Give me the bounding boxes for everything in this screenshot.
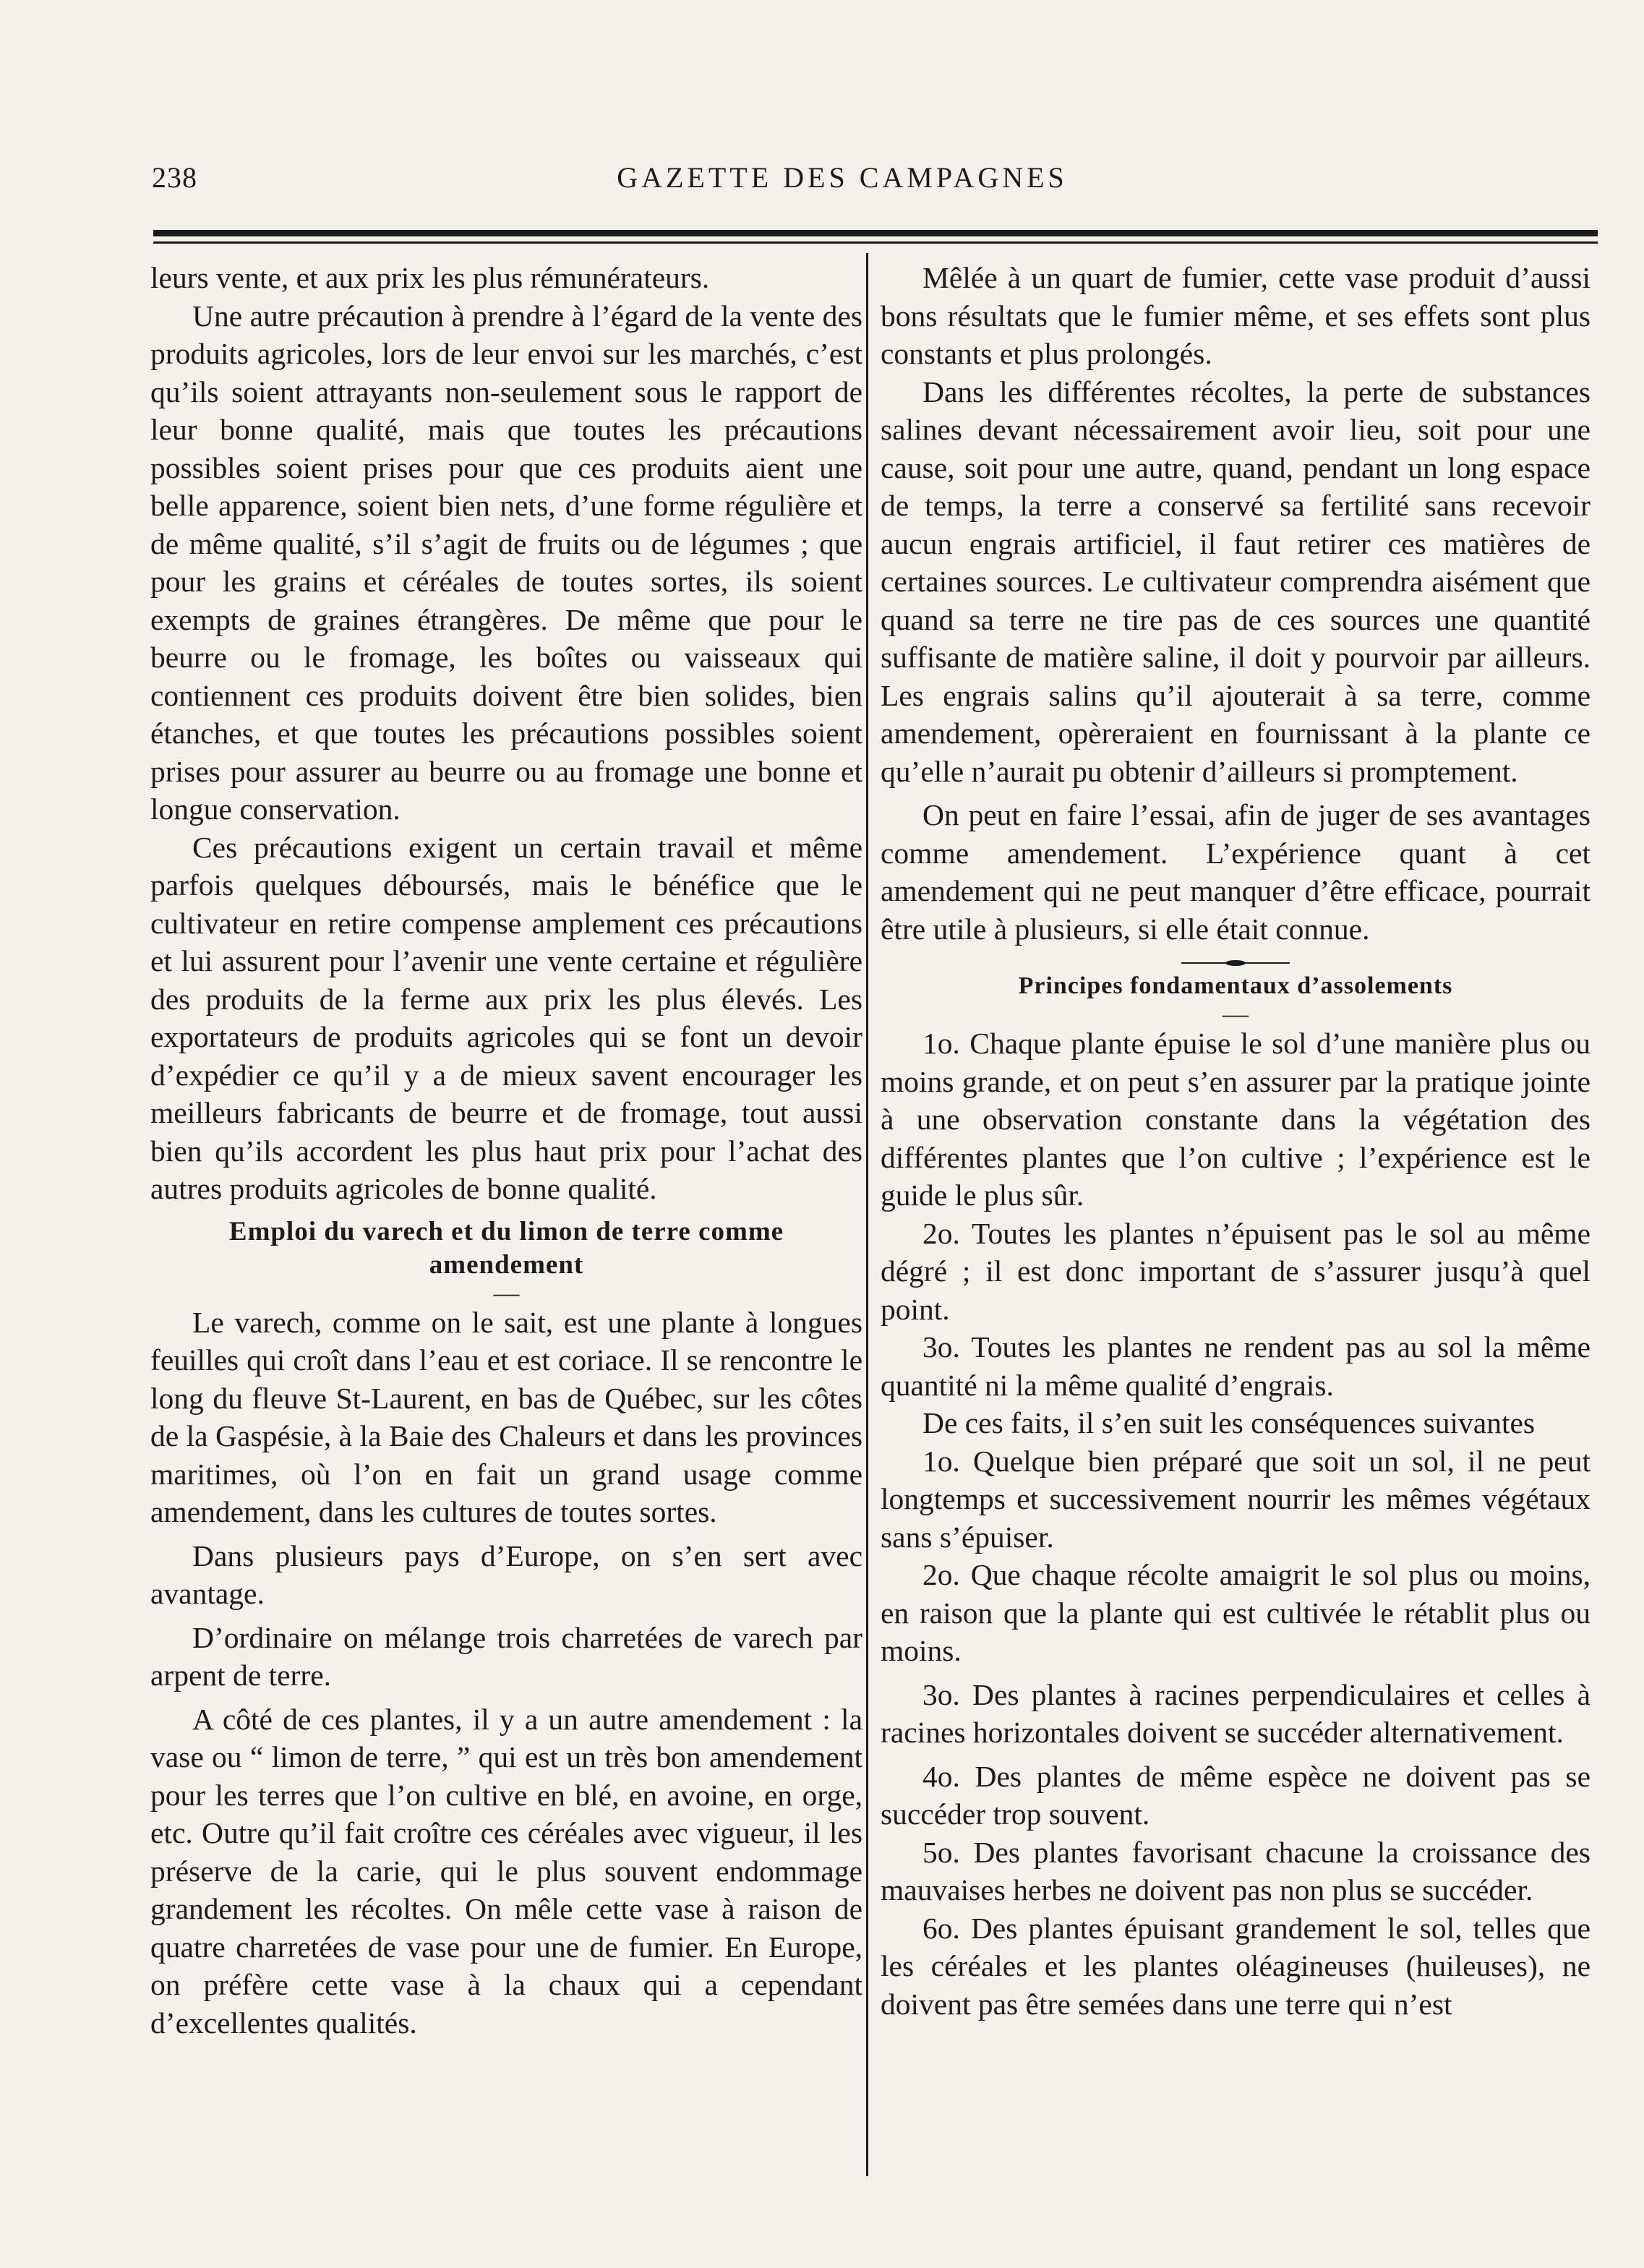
- list-item: 5o. Des plantes favorisant chacune la croissance des mauvaises herbes ne doivent pas non plus se succéder.: [881, 1835, 1591, 1907]
- paragraph: leurs vente, et aux prix les plus rémunérateurs.: [150, 261, 710, 294]
- header-rule-thick: [153, 230, 1598, 236]
- journal-title: GAZETTE DES CAMPAGNES: [617, 161, 1068, 194]
- column-divider: [866, 253, 868, 2176]
- paragraph: Dans les différentes récoltes, la perte de substances salines devant nécessairement avoir lieu, soit pour une cause, soit pour une autre, quand, pendant un long espace de temps, la terre a conservé sa fertilité sans recevoir aucun engrais artificiel, il faut retirer ces matières de certaines sources. Le cultivateur comprendra aisément que quand sa terre ne tire pas de ces sources une quantité suffisante de matière saline, il doit y pourvoir par ailleurs. Les engrais salins qu’il ajouterait à sa terre, comme amendement, opèreraient en fournissant à la plante ce qu’elle n’aurait pu obtenir d’ailleurs si promptement.: [881, 375, 1591, 788]
- paragraph: Mêlée à un quart de fumier, cette vase produit d’aussi bons résultats que le fumier même, et ses effets sont plus constants et plus prolongés.: [881, 261, 1591, 370]
- list-item: 2o. Que chaque récolte amaigrit le sol plus ou moins, en raison que la plante qui est cultivée le rétablit plus ou moins.: [881, 1558, 1591, 1667]
- paragraph: Une autre précaution à prendre à l’égard de la vente des produits agricoles, lors de leur envoi sur les marchés, c’est qu’ils soient attrayants non-seulement sous le rapport de leur bonne qualité, mais que toutes les précautions possibles soient prises pour que ces produits aient une belle apparence, soient bien nets, d’une forme régulière et de même qualité, s’il s’agit de fruits ou de légumes ; que pour les grains et céréales de toutes sortes, ils soient exempts de graines étrangères. De même que pour le beurre ou le fromage, les boîtes ou vaisseaux qui contiennent ces produits doivent être bien solides, bien étanches, et que toutes les précautions possibles soient prises pour assurer au beurre ou au fromage une bonne et longue conservation.: [150, 299, 862, 826]
- heading-dash: —: [1223, 999, 1249, 1028]
- list-item: 4o. Des plantes de même espèce ne doivent pas se succéder trop souvent.: [881, 1759, 1591, 1831]
- list-item: 3o. Toutes les plantes ne rendent pas au sol la même quantité ni la même qualité d’engrais.: [881, 1330, 1591, 1402]
- paragraph: De ces faits, il s’en suit les conséquences suivantes: [922, 1406, 1536, 1439]
- left-column: [150, 259, 862, 2042]
- list-item: 6o. Des plantes épuisant grandement le sol, telles que les céréales et les plantes oléagineuses (huileuses), ne doivent pas être semées dans une terre qui n’est: [881, 1911, 1591, 2021]
- paragraph: Dans plusieurs pays d’Europe, on s’en sert avec avantage.: [150, 1539, 862, 1610]
- paragraph: Ces précautions exigent un certain travail et même parfois quelques déboursés, mais le bénéfice que le cultivateur en retire compense amplement ces précautions et lui assurent pour l’avenir une vente certaine et régulière des produits de la ferme aux prix les plus élevés. Les exportateurs de produits agricoles qui se font un devoir d’expédier ce qu’il y a de mieux savent encourager les meilleurs fabricants de beurre et de fromage, tout aussi bien qu’ils accordent les plus haut prix pour l’achat des autres produits agricoles de bonne qualité.: [150, 830, 862, 1205]
- right-column: [881, 259, 1591, 2023]
- heading-dash: —: [493, 1278, 520, 1307]
- header-rule-thin: [153, 241, 1598, 244]
- paragraph: On peut en faire l’essai, afin de juger de ses avantages comme amendement. L’expérience quant à cet amendement qui ne peut manquer d’être efficace, pourrait être utile à plusieurs, si elle était connue.: [881, 798, 1591, 946]
- list-item: 2o. Toutes les plantes n’épuisent pas le sol au même dégré ; il est donc important de s’assurer jusqu’à quel point.: [881, 1216, 1591, 1326]
- paragraph: Le varech, comme on le sait, est une plante à longues feuilles qui croît dans l’eau et est coriace. Il se rencontre le long du fleuve St-Laurent, en bas de Québec, sur les côtes de la Gaspésie, à la Baie des Chaleurs et dans les provinces maritimes, où l’on en fait un grand usage comme amendement, dans les cultures de toutes sortes.: [150, 1305, 862, 1528]
- section-ornament: [1181, 959, 1290, 967]
- list-item: 3o. Des plantes à racines perpendiculaires et celles à racines horizontales doivent se succéder alternativement.: [881, 1677, 1591, 1749]
- page-header: [145, 161, 1540, 204]
- section-heading: Principes fondamentaux d’assolements: [1018, 972, 1453, 999]
- page-number: 238: [152, 161, 197, 194]
- paragraph: A côté de ces plantes, il y a un autre amendement : la vase ou “ limon de terre, ” qui est un très bon amendement pour les terres que l’on cultive en blé, en avoine, en orge, etc. Outre qu’il fait croître ces céréales avec vigueur, il les préserve de la carie, qui le plus souvent endommage grandement les récoltes. On mêle cette vase à raison de quatre charretées de vase pour une de fumier. En Europe, on préfère cette vase à la chaux qui a cependant d’excellentes qualités.: [150, 1702, 862, 2040]
- list-item: 1o. Chaque plante épuise le sol d’une manière plus ou moins grande, et on peut s’en assurer par la pratique jointe à une observation constante dans la végétation des différentes plantes que l’on cultive ; l’expérience est le guide le plus sûr.: [881, 1027, 1591, 1212]
- section-heading: Emploi du varech et du limon de terre comme amendement: [228, 1216, 784, 1280]
- list-item: 1o. Quelque bien préparé que soit un sol, il ne peut longtemps et successivement nourrir les mêmes végétaux sans s’épuiser.: [881, 1444, 1591, 1554]
- paragraph: D’ordinaire on mélange trois charretées de varech par arpent de terre.: [150, 1620, 862, 1692]
